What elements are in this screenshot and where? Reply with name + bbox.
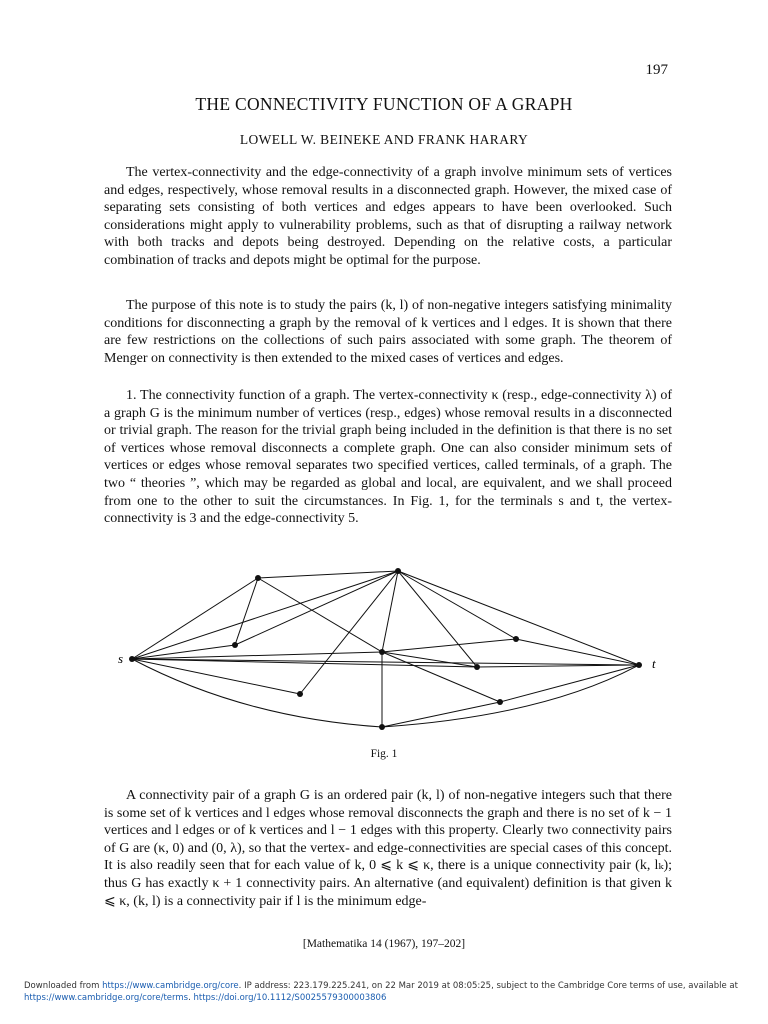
graph-edge [382,571,398,652]
paragraph-purpose: The purpose of this note is to study the pairs (k, l) of non-negative integers satisfying minimality conditions for disconnecting a graph by the removal of k vertices and l edges. It is shown that there are few restrictions on the collections of such pairs associated with some graph. The theorem of Menger on connectivity is then extended to the mixed cases of vertices and edges. [104,298,672,366]
graph-edge [235,578,258,645]
footer-prefix: Downloaded from [24,981,103,991]
paragraph-intro: The vertex-connectivity and the edge-connectivity of a graph involve minimum sets of vertices and edges, respectively, whose removal results in a disconnected graph. However, the mixed case of separating sets consisting of both vertices and edges appears to have been overlooked. Such considerations might apply to vulnerability problems, such as that of disrupting a railway network with both tracks and depots being destroyed. Depending on the relative costs, a particular combination of tracks and depots might be optimal for the purpose. [104,165,672,268]
paragraph-section-1: 1. The connectivity function of a graph. The vertex-connectivity κ (resp., edge-connectivity λ) of a graph G is the minimum number of vertices (resp., edges) whose removal results in a disconnected or trivial graph. The reason for the trivial graph being included in the definition is that there is no set of vertices whose removal disconnects a complete graph. One can also consider minimum sets of vertices or edges whose removal separates two specified vertices, called terminals, of a graph. The two “ theories ”, which may be regarded as global and local, are equivalent, and we shall proceed from one to the other to suit the circumstances. In Fig. 1, for the terminals s and t, the vertex-connectivity is 3 and the edge-connectivity 5. [104,388,672,527]
footer-sep: . [188,993,194,1003]
article-title: THE CONNECTIVITY FUNCTION OF A GRAPH [195,94,573,114]
graph-edge [382,702,500,727]
graph-vertex [497,699,503,705]
graph-vertex-t [636,662,642,668]
graph-edge [477,665,639,667]
graph-edge [516,639,639,665]
graph-edge [132,652,382,659]
footer-middle: . IP address: 223.179.225.241, on 22 Mar 2019 at 08:05:25, subject to the Cambridge Core terms of use, available at [238,981,738,991]
footer-link-doi[interactable]: https://doi.org/10.1112/S0025579300003806 [193,993,387,1003]
graph-edge [300,571,398,694]
terminal-label-s: s [118,651,124,666]
graph-vertex-s [129,656,135,662]
graph-vertex [513,636,519,642]
graph-edge [398,571,516,639]
footer-link-terms[interactable]: https://www.cambridge.org/core/terms [24,993,189,1003]
graph-vertex [232,642,238,648]
graph-diagram [104,560,672,740]
graph-edge [500,665,639,702]
journal-reference: [Mathematika 14 (1967), 197–202] [302,938,466,950]
article-authors: LOWELL W. BEINEKE AND FRANK HARARY [239,132,529,147]
paragraph-connectivity-pair: A connectivity pair of a graph G is an ordered pair (k, l) of non-negative integers such that there is some set of k vertices and l edges whose removal disconnects the graph and there is no set of k − 1 vertices and l edges or of k vertices and l − 1 edges with this property. Clearly two connectivity pairs of G are (κ, 0) and (0, λ), so that the vertex- and edge-connectivities are special cases of this concept. It is also readily seen that for each value of k, 0 ⩽ k ⩽ κ, there is a unique connectivity pair (k, lₖ); thus G has exactly κ + 1 connectivity pairs. An alternative (and equivalent) definition is that given k ⩽ κ, (k, l) is a connectivity pair if l is the minimum edge- [104,788,672,909]
page-number: 197 [645,62,668,78]
graph-vertex [395,568,401,574]
graph-edge [382,665,639,727]
graph-edge [132,571,398,659]
graph-edge [258,571,398,578]
figure-1-graph [104,560,672,740]
figure-caption: Fig. 1 [370,748,398,760]
download-footer [24,980,754,1004]
graph-edge [398,571,639,665]
graph-edge [398,571,477,667]
graph-edge [235,571,398,645]
graph-vertex [474,664,480,670]
graph-edge [132,659,477,667]
graph-vertex [379,649,385,655]
graph-edge [132,578,258,659]
graph-edge [132,659,382,727]
graph-vertex [255,575,261,581]
graph-vertex [379,724,385,730]
terminal-label-t: t [652,656,656,671]
graph-edge [132,659,639,665]
footer-link-core[interactable]: https://www.cambridge.org/core [102,981,239,991]
graph-edge [382,639,516,652]
graph-vertex [297,691,303,697]
graph-edge [132,659,300,694]
graph-edge [382,652,500,702]
